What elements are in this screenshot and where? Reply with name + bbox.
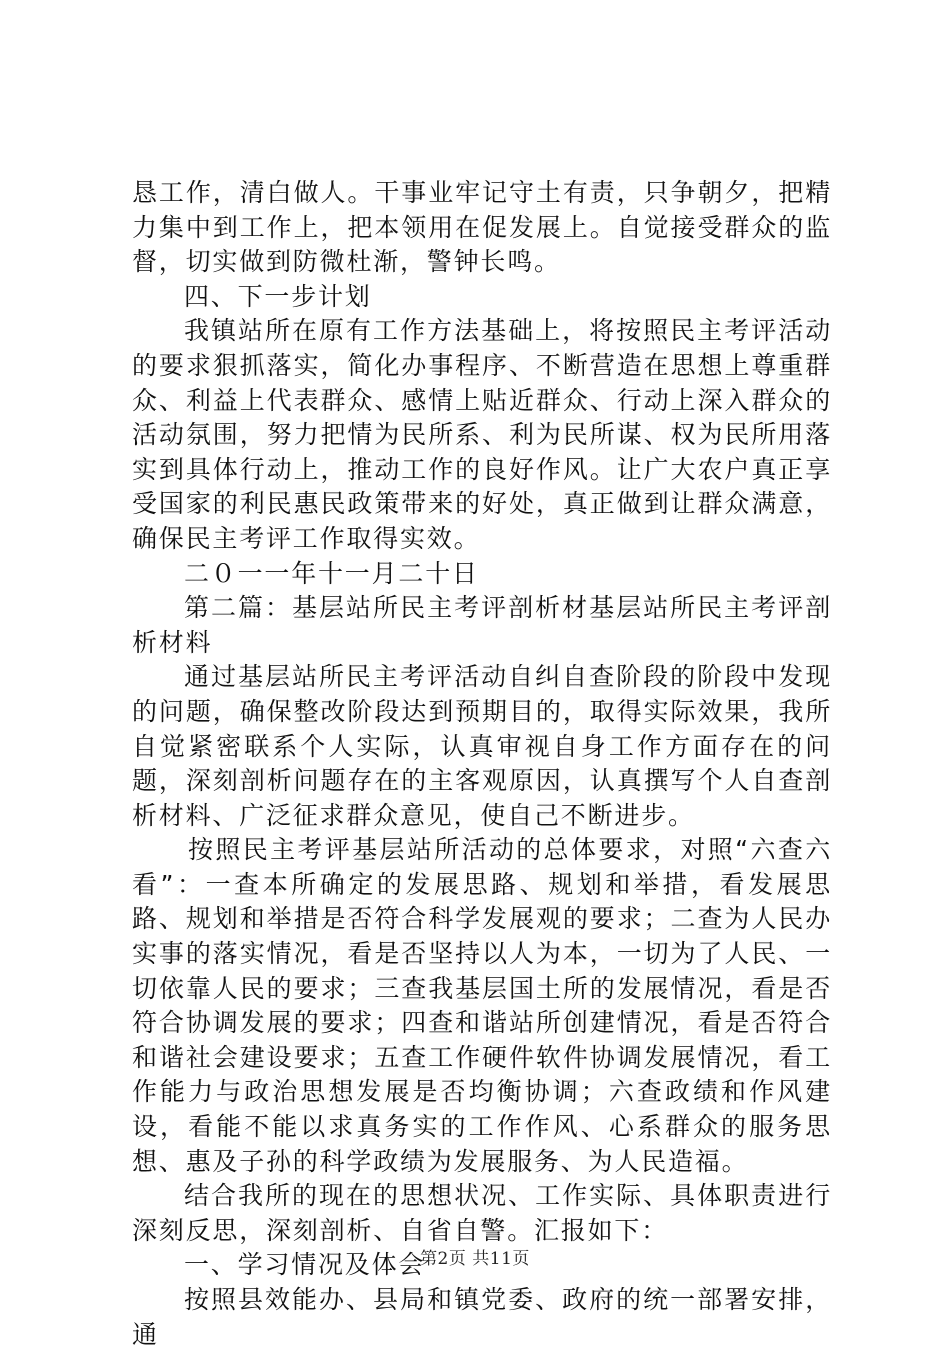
paragraph-plan: 我镇站所在原有工作方法基础上，将按照民主考评活动的要求狠抓落实，简化办事程序、不断营造在思想上尊重群众、利益上代表群众、感情上贴近群众、行动上深入群众的活动氛围，努力把情为民所系、利为民所谋、权为民所用落实到具体行动上，推动工作的良好作风。让广大农户真正享受国家的利民惠民政策带来的好处，真正做到让群众满意，确保民主考评工作取得实效。 xyxy=(132,316,832,553)
article-title: 第二篇：基层站所民主考评剖析材基层站所民主考评剖析材料 xyxy=(132,593,832,657)
page-footer: 第2页 共11页 xyxy=(420,1249,530,1269)
date-line: 二０一一年十一月二十日 xyxy=(184,558,479,588)
paragraph-continuation: 恳工作，清白做人。干事业牢记守土有责，只争朝夕，把精力集中到工作上，把本领用在促发展上。自觉接受群众的监督，切实做到防微杜渐，警钟长鸣。 xyxy=(132,178,832,277)
document-body xyxy=(132,176,832,1352)
paragraph-intro: 通过基层站所民主考评活动自纠自查阶段的阶段中发现的问题，确保整改阶段达到预期目的，取得实际效果，我所自觉紧密联系个人实际，认真审视自身工作方面存在的问题，深刻剖析问题存在的主客观原因，认真撰写个人自查剖析材料、广泛征求群众意见，使自己不断进步。 xyxy=(132,662,832,830)
paragraph-six-checks: 按照民主考评基层站所活动的总体要求，对照“六查六看”：一查本所确定的发展思路、规划和举措，看发展思路、规划和举措是否符合科学发展观的要求；二查为人民办实事的落实情况，看是否坚持以人为本，一切为了人民、一切依靠人民的要求；三查我基层国土所的发展情况，看是否符合协调发展的要求；四查和谐站所创建情况，看是否符合和谐社会建设要求；五查工作硬件软件协调发展情况，看工作能力与政治思想发展是否均衡协调；六查政绩和作风建设，看能不能以求真务实的工作作风、心系群众的服务思想、惠及子孙的科学政绩为发展服务、为人民造福。 xyxy=(132,835,832,1176)
section-heading-next-steps: 四、下一步计划 xyxy=(184,281,372,311)
paragraph-study: 按照县效能办、县局和镇党委、政府的统一部署安排，通 xyxy=(132,1285,832,1349)
paragraph-reflection: 结合我所的现在的思想状况、工作实际、具体职责进行深刻反思，深刻剖析、自省自警。汇报如下： xyxy=(132,1181,832,1245)
section-heading-study: 一、学习情况及体会 xyxy=(184,1250,426,1280)
